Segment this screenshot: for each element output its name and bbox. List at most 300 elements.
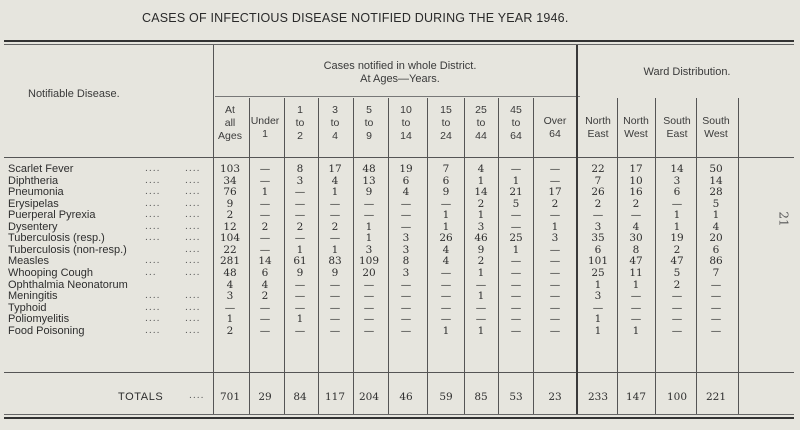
table-cell: 3 [551,232,559,245]
column-header-line: 14 [400,130,412,142]
table-cell: — [259,301,271,314]
table-cell: — [259,324,271,337]
table-cell: 1 [632,278,640,291]
table-cell: 1 [331,186,339,199]
table-cell: — [549,313,561,326]
disease-name: Diphtheria [8,174,59,187]
column-header-line: to [364,117,374,129]
table-cell: 109 [358,255,380,268]
table-cell: — [710,301,722,314]
table-cell: 104 [219,232,241,245]
totals-cell: 233 [587,391,609,403]
column-header [697,115,735,141]
table-cell: 2 [296,220,304,233]
table-cell: 28 [709,186,723,199]
table-cell: — [549,255,561,268]
table-cell: 9 [331,266,339,279]
column-header [211,104,249,143]
table-cell: 1 [261,186,269,199]
table-cell: — [400,220,412,233]
table-row [0,209,800,221]
leader-dots-second: .... [185,256,201,267]
column-header [316,104,354,143]
leader-dots-second: .... [185,164,201,174]
table-cell: 1 [477,174,485,187]
table-cell: — [510,301,522,314]
disease-name: Ophthalmia Neonatorum [8,278,128,291]
table-cell: — [259,243,271,256]
page-number: 21 [776,211,791,227]
table-cell: — [630,209,642,222]
table-cell: 20 [709,232,723,245]
totals-label: TOTALS [118,391,164,403]
disease-name: Tuberculosis (non-resp.) [8,243,127,256]
table-cell: — [440,313,452,326]
cases-group-line2: At Ages—Years. [360,73,440,85]
table-cell: 1 [477,266,485,279]
column-header [579,115,617,141]
table-cell: — [329,197,341,210]
table-cell: — [294,209,306,222]
table-cell: — [710,324,722,337]
column-header [350,104,388,143]
table-cell: 1 [477,209,485,222]
leader-dots [145,325,205,337]
table-cell: 21 [509,186,523,199]
table-cell: — [329,278,341,291]
table-cell: — [630,313,642,326]
table-cell: — [400,324,412,337]
column-header [617,115,655,141]
table-cell: 48 [223,266,237,279]
disease-name: Food Poisoning [8,324,85,337]
table-cell: — [510,209,522,222]
cases-group-underline [215,96,580,97]
table-cell: 11 [629,266,643,279]
table-row [0,198,800,210]
leader-dots-first: .... [145,198,161,209]
column-header-line: West [624,128,648,140]
table-row [0,290,800,302]
column-header-line: to [330,117,340,129]
table-cell: 2 [226,324,234,337]
table-cell: 3 [296,174,304,187]
leader-dots-first: .... [145,164,161,174]
table-cell: — [510,220,522,233]
table-cell: — [440,197,452,210]
table-cell: 4 [712,220,720,233]
column-header-line: South [663,115,691,127]
column-header-line: 5 [366,104,372,116]
table-cell: 1 [594,278,602,291]
table-row [0,163,800,175]
table-cell: 5 [512,197,520,210]
column-header-line: 1 [297,104,303,116]
totals-cell: 701 [219,391,241,403]
table-cell: 9 [226,197,234,210]
column-header-line: Ages [218,130,242,142]
totals-cell: 117 [324,391,346,403]
column-header-line: 15 [440,104,452,116]
table-cell: 48 [362,163,376,175]
table-cell: 61 [293,255,307,268]
table-cell: 2 [261,290,269,303]
table-cell: 86 [709,255,723,268]
ward-group-header: Ward Distribution. [643,66,731,78]
leader-dots-first: .... [145,256,161,267]
table-cell: — [710,290,722,303]
leader-dots-first: .... [145,187,161,198]
table-cell: 13 [362,174,376,187]
column-header-line: 1 [262,128,268,140]
table-cell: 10 [629,174,643,187]
table-cell: 1 [712,209,720,222]
table-cell: — [400,290,412,303]
table-cell: — [549,290,561,303]
page-title: CASES OF INFECTIOUS DISEASE NOTIFIED DURING THE YEAR 1946. [142,11,569,25]
leader-dots-second: .... [185,314,201,325]
table-cell: 6 [673,186,681,199]
disease-name: Dysentery [8,220,58,233]
table-cell: 50 [709,163,723,175]
totals-dots: .... [189,391,205,401]
column-header [427,104,465,143]
totals-rule [4,372,794,373]
leader-dots-first: .... [145,302,161,313]
header-bottom-rule [4,157,794,158]
table-cell: — [440,278,452,291]
leader-dots-second: .... [185,325,201,336]
column-header-line: Over [543,115,567,127]
table-cell: 1 [442,220,450,233]
table-cell: 26 [439,232,453,245]
totals-cell: 85 [474,391,488,403]
table-cell: 1 [477,290,485,303]
table-cell: 2 [331,220,339,233]
table-cell: — [363,301,375,314]
table-cell: 2 [261,220,269,233]
table-cell: 1 [594,324,602,337]
column-header-line: North [623,115,649,127]
table-cell: — [440,290,452,303]
column-header-line: 2 [297,130,303,142]
table-cell: — [475,313,487,326]
table-cell: — [363,278,375,291]
leader-dots-first: .... [145,325,161,336]
table-cell: 14 [670,163,684,175]
column-header-line: to [295,117,305,129]
table-cell: 3 [673,174,681,187]
table-cell: 3 [402,266,410,279]
column-header-line: 4 [332,130,338,142]
table-cell: — [400,313,412,326]
leader-dots [145,313,205,325]
disease-name: Tuberculosis (resp.) [8,232,105,245]
table-cell: 3 [594,220,602,233]
table-cell: — [259,209,271,222]
table-cell: 3 [594,290,602,303]
table-cell: 35 [591,232,605,245]
table-cell: — [671,324,683,337]
column-header-line: 25 [475,104,487,116]
table-cell: — [510,163,522,175]
totals-cell: 204 [358,391,380,403]
table-cell: — [363,313,375,326]
table-cell: 3 [477,220,485,233]
table-cell: 83 [328,255,342,268]
column-header-line: West [704,128,728,140]
table-cell: 2 [673,278,681,291]
table-cell: 1 [551,220,559,233]
table-row [0,175,800,187]
table-cell: 19 [670,232,684,245]
disease-name: Poliomyelitis [8,313,70,326]
table-cell: — [259,174,271,187]
leader-dots [145,198,205,210]
table-cell: 4 [442,243,450,256]
table-cell: — [592,209,604,222]
table-cell: — [329,232,341,245]
table-cell: 8 [632,243,640,256]
table-cell: — [329,209,341,222]
table-cell: — [294,232,306,245]
table-cell: 25 [591,266,605,279]
column-header-line: 3 [332,104,338,116]
column-header [497,104,535,143]
table-cell: — [363,197,375,210]
table-cell: 1 [226,313,234,326]
table-cell: 2 [477,255,485,268]
table-cell: — [630,290,642,303]
table-cell: 8 [402,255,410,268]
table-cell: — [363,209,375,222]
disease-name: Pneumonia [8,186,64,199]
table-cell: 1 [477,324,485,337]
column-header-line: 64 [510,130,522,142]
leader-dots [145,163,205,175]
table-cell: — [363,324,375,337]
table-cell: 1 [365,232,373,245]
column-header-line: Under [250,115,280,127]
leader-dots [145,255,205,267]
table-cell: — [510,324,522,337]
table-cell: 281 [219,255,241,268]
table-cell: 7 [442,163,450,175]
table-cell: 4 [226,278,234,291]
totals-cell: 46 [399,391,413,403]
table-cell: 3 [402,232,410,245]
table-cell: — [510,313,522,326]
table-cell: 1 [594,313,602,326]
table-cell: — [671,290,683,303]
table-cell: 103 [219,163,241,175]
table-cell: 1 [673,209,681,222]
leader-dots [145,209,205,221]
table-cell: 1 [673,220,681,233]
table-cell: 5 [712,197,720,210]
table-cell: 9 [365,186,373,199]
totals-cell: 147 [625,391,647,403]
table-cell: — [549,324,561,337]
bottom-rule-thick [4,417,794,419]
table-cell: — [549,243,561,256]
table-cell: 6 [594,243,602,256]
leader-dots [145,232,205,244]
table-cell: 76 [223,186,237,199]
table-cell: 19 [399,163,413,175]
table-cell: — [475,301,487,314]
table-cell: — [294,301,306,314]
table-cell: 2 [226,209,234,222]
table-cell: — [329,301,341,314]
table-cell: — [400,209,412,222]
leader-dots-second: .... [185,267,201,278]
table-cell: — [475,278,487,291]
leader-dots [145,302,205,314]
column-header-line: South [702,115,730,127]
table-cell: 14 [258,255,272,268]
column-header-line: East [587,128,609,140]
table-row [0,221,800,233]
table-cell: 1 [442,324,450,337]
leader-dots-first: .... [145,175,161,186]
table-cell: — [549,278,561,291]
leader-dots [145,175,205,187]
table-row [0,186,800,198]
table-cell: 7 [594,174,602,187]
column-header-line: to [476,117,486,129]
column-header [246,115,284,141]
table-cell: 101 [587,255,609,268]
table-cell: 8 [296,163,304,175]
table-row [0,255,800,267]
table-cell: 1 [365,220,373,233]
leader-dots-second: .... [185,233,201,244]
table-cell: 1 [512,174,520,187]
notifiable-disease-header: Notifiable Disease. [28,88,120,100]
table-cell: 17 [629,163,643,175]
table-cell: — [671,301,683,314]
column-header-line: 24 [440,130,452,142]
table-cell: — [549,266,561,279]
table-cell: — [329,290,341,303]
table-cell: — [549,163,561,175]
totals-cell: 53 [509,391,523,403]
table-cell: — [294,186,306,199]
table-cell: — [510,255,522,268]
totals-cell: 84 [293,391,307,403]
column-header-line: 64 [549,128,561,140]
disease-name: Typhoid [8,301,47,314]
table-cell: 22 [591,163,605,175]
column-header-line: East [666,128,688,140]
table-cell: — [710,313,722,326]
column-header-line: to [441,117,451,129]
column-header [281,104,319,143]
column-header [658,115,696,141]
table-cell: 5 [673,266,681,279]
table-cell: — [510,266,522,279]
table-row [0,244,800,256]
table-row [0,279,800,291]
table-cell: — [294,278,306,291]
column-header [387,104,425,143]
table-cell: 2 [673,243,681,256]
table-cell: — [630,301,642,314]
table-cell: 47 [670,255,684,268]
table-cell: — [549,301,561,314]
table-cell: 34 [223,174,237,187]
table-cell: 3 [402,243,410,256]
table-cell: 1 [296,313,304,326]
table-cell: — [710,278,722,291]
table-cell: — [671,197,683,210]
leader-dots-first: ... [145,267,157,278]
table-cell: — [400,278,412,291]
column-header-line: 45 [510,104,522,116]
table-cell: — [592,301,604,314]
table-cell: — [440,266,452,279]
table-cell: 2 [632,197,640,210]
table-row [0,302,800,314]
table-cell: 17 [328,163,342,175]
column-header-line: North [585,115,611,127]
table-cell: 4 [402,186,410,199]
table-cell: 14 [474,186,488,199]
table-cell: 4 [477,163,485,175]
totals-cell: 221 [705,391,727,403]
table-cell: 3 [226,290,234,303]
table-cell: 1 [442,209,450,222]
leader-dots-first: .... [145,291,161,302]
table-cell: 4 [331,174,339,187]
top-rule-thin [4,44,794,45]
disease-name: Measles [8,255,49,268]
table-row [0,313,800,325]
table-cell: 1 [512,243,520,256]
column-header-line: to [401,117,411,129]
table-cell: 6 [442,174,450,187]
table-cell: — [671,313,683,326]
table-cell: — [510,290,522,303]
disease-name: Erysipelas [8,197,59,210]
totals-cell: 29 [258,391,272,403]
disease-name: Whooping Cough [8,266,94,279]
table-cell: — [510,278,522,291]
column-header-line: to [511,117,521,129]
bottom-rule-thin [4,414,794,415]
disease-name: Meningitis [8,290,58,303]
table-cell: 47 [629,255,643,268]
top-rule-thick [4,40,794,42]
cases-group-header [240,60,560,86]
leader-dots [145,221,205,233]
table-cell: 9 [477,243,485,256]
table-cell: 22 [223,243,237,256]
table-cell: 1 [331,243,339,256]
leader-dots-second: .... [185,198,201,209]
table-cell: 2 [594,197,602,210]
table-cell: 6 [402,174,410,187]
leader-dots-second: .... [185,244,201,255]
table-cell: — [400,197,412,210]
table-cell: 26 [591,186,605,199]
table-cell: 4 [442,255,450,268]
table-row [0,232,800,244]
table-cell: 46 [474,232,488,245]
column-header-line: 10 [400,104,412,116]
table-cell: — [549,209,561,222]
